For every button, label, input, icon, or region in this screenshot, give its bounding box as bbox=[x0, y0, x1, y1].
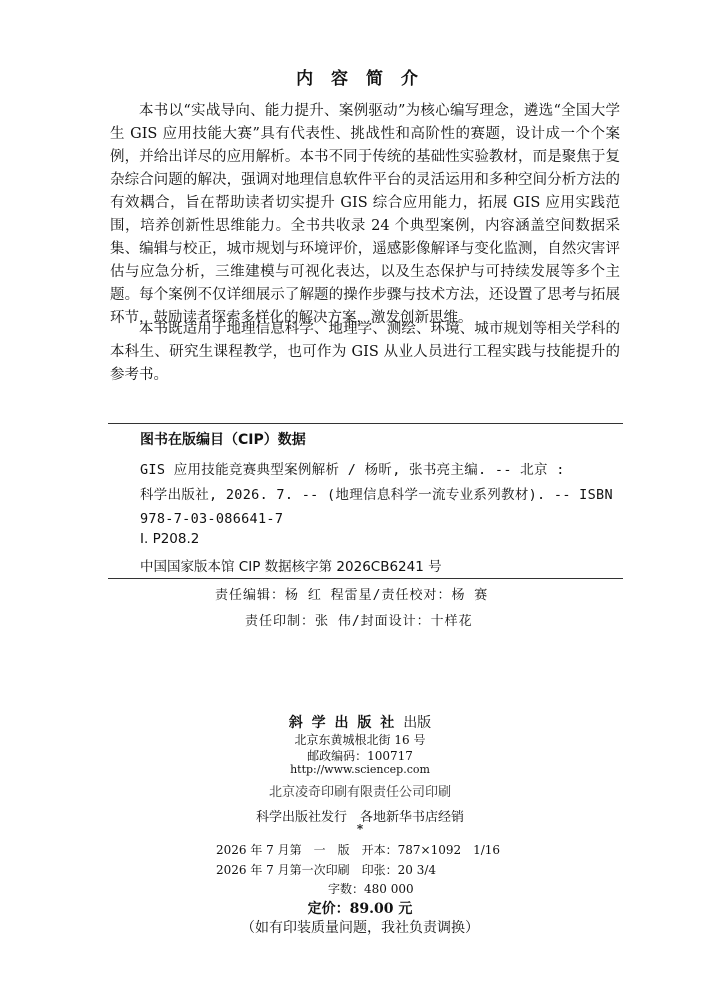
cip-heading: 图书在版编目（CIP）数据 bbox=[140, 432, 306, 448]
cip-line-1: GIS 应用技能竞赛典型案例解析 / 杨昕, 张书亮主编. -- 北京 : bbox=[140, 462, 565, 478]
production-credits: 责任印制：张 伟/封面设计：十样花 bbox=[245, 614, 473, 629]
publisher-logotype: 斜 学 出 版 社 bbox=[288, 715, 397, 731]
publisher-address: 北京东黄城根北街 16 号 bbox=[294, 733, 426, 747]
wordcount-spec: 字数：480 000 bbox=[328, 882, 414, 896]
cip-classification: Ⅰ. P208.2 bbox=[140, 531, 200, 547]
price-label: 定价：89.00 元 bbox=[307, 901, 413, 917]
printing-spec: 2026 年 7 月第一次印刷 印张：20 3/4 bbox=[216, 863, 437, 877]
cip-top-rule bbox=[108, 423, 623, 424]
publisher-website: http://www.sciencep.com bbox=[290, 763, 430, 776]
quality-notice: （如有印装质量问题，我社负责调换） bbox=[241, 920, 479, 936]
intro-paragraph-2 bbox=[110, 318, 620, 387]
cip-line-2: 科学出版社, 2026. 7. -- (地理信息科学一流专业系列教材). -- ISBN bbox=[140, 486, 613, 503]
intro-paragraph-2-text: 本书既适用于地理信息科学、地理学、测绘、环境、城市规划等相关学科的本科生、研究生课程教学，也可作为 GIS 从业人员进行工程实践与技能提升的参考书。 bbox=[110, 321, 620, 383]
publisher-postcode: 邮政编码：100717 bbox=[307, 749, 413, 763]
intro-title: 内 容 简 介 bbox=[296, 69, 424, 89]
edition-spec: 2026 年 7 月第 一 版 开本：787×1092 1/16 bbox=[216, 843, 501, 857]
intro-paragraph-1-text: 本书以“实战导向、能力提升、案例驱动”为核心编写理念，遴选“全国大学生 GIS 应用技能大赛”具有代表性、挑战性和高阶性的赛题，设计成一个个案例，并给出详尽的应用解析。本书不同于传统的基础性实验教材，而是聚焦于复杂综合问题的解决，强调对地理信息软件平台的灵活运用和多种空间分析方法的有效耦合，旨在帮助读者切实提升 GIS 综合应用能力，拓展 GIS 应用实践范围，培养创新性思维能力。全书共收录 24 个典型案例，内容涵盖空间数据采集、编辑与校正，城市规划与环境评价，遥感影像解译与变化监测，自然灾害评估与应急分析，三维建模与可视化表达，以及生态保护与可持续发展等多个主题。每个案例不仅详细展示了解题的操作步骤与技术方法，还设置了思考与拓展环节，鼓励读者探索多样化的解决方案，激发创新思维。 bbox=[110, 103, 620, 326]
publisher-suffix: 出版 bbox=[403, 715, 432, 731]
distribution-line: 科学出版社发行 各地新华书店经销 bbox=[255, 810, 464, 825]
separator-asterisk: * bbox=[356, 822, 364, 836]
printer-line: 北京凌奇印刷有限责任公司印刷 bbox=[268, 785, 451, 800]
cip-bottom-rule bbox=[108, 578, 623, 579]
cip-entry bbox=[140, 458, 620, 532]
editor-credits: 责任编辑：杨 红 程雷星/责任校对：杨 赛 bbox=[215, 588, 489, 603]
cip-line-3: 978-7-03-086641-7 bbox=[140, 511, 284, 527]
intro-paragraph-1 bbox=[110, 100, 620, 330]
publisher-name-line bbox=[0, 712, 720, 732]
cip-record-number: 中国国家版本馆 CIP 数据核字第 2026CB6241 号 bbox=[140, 559, 442, 575]
